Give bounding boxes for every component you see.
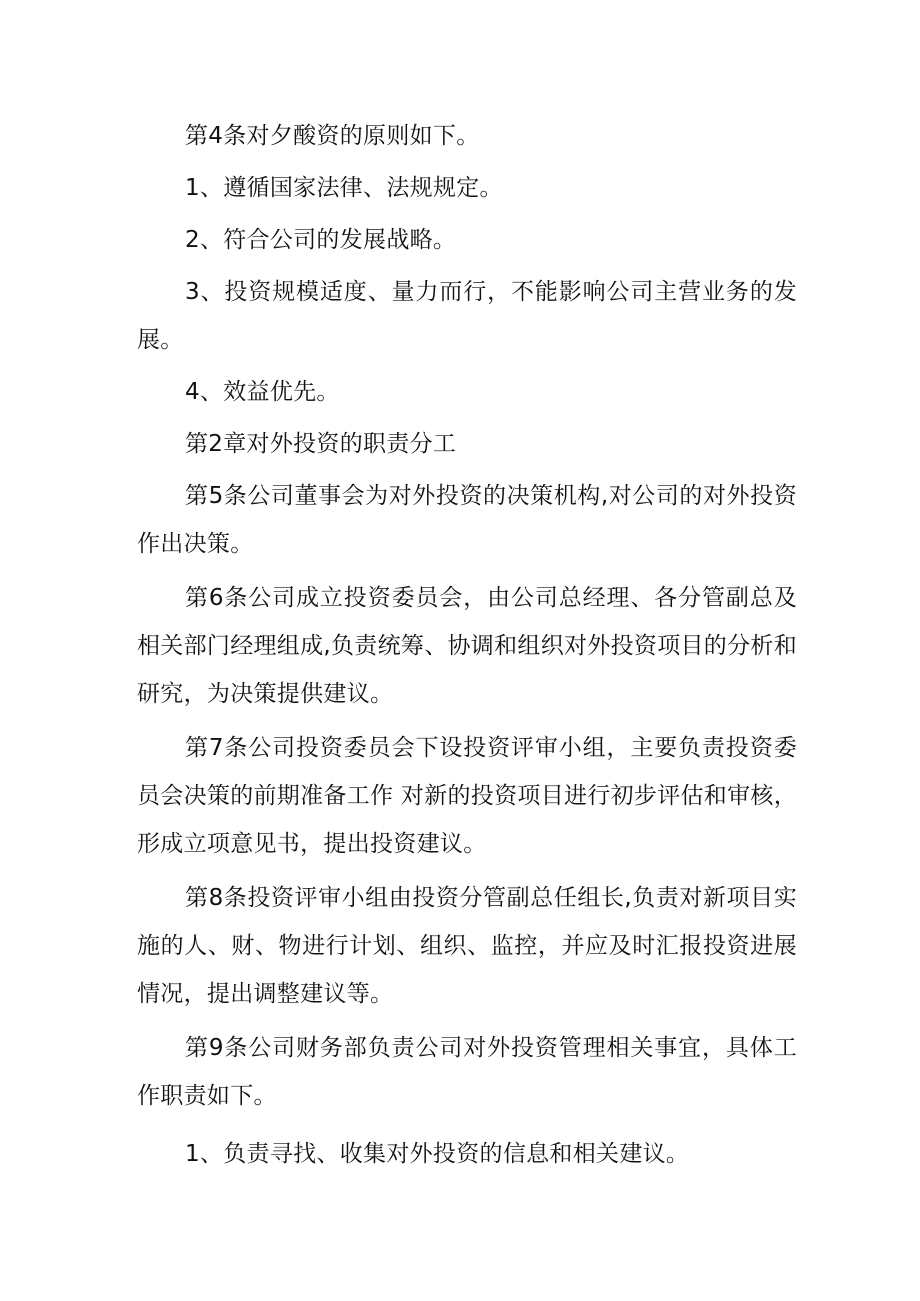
principle-item-3: 3、投资规模适度、量力而行，不能影响公司主营业务的发展。 <box>137 279 797 353</box>
principle-item-1: 1、遵循国家法律、法规规定。 <box>185 175 503 201</box>
principle-item-2: 2、符合公司的发展战略。 <box>185 227 457 253</box>
article-7: 第7条公司投资委员会下设投资评审小组，主要负责投资委员会决策的前期准备工作 对新的投资项目进行初步评估和审核，形成立项意见书，提出投资建议。 <box>137 735 798 857</box>
article-4-heading: 第4条对夕酸资的原则如下。 <box>185 123 480 149</box>
duty-item-1: 1、负责寻找、收集对外投资的信息和相关建议。 <box>185 1141 690 1167</box>
article-9: 第9条公司财务部负责公司对外投资管理相关事宜，具体工作职责如下。 <box>137 1035 797 1109</box>
article-8: 第8条投资评审小组由投资分管副总任组长,负责对新项目实施的人、财、物进行计划、组织、监控，并应及时汇报投资进展情况，提出调整建议等。 <box>137 885 797 1007</box>
article-6: 第6条公司成立投资委员会，由公司总经理、各分管副总及相关部门经理组成,负责统筹、协调和组织对外投资项目的分析和研究，为决策提供建议。 <box>137 585 798 707</box>
document-body <box>137 112 797 1178</box>
article-5: 第5条公司董事会为对外投资的决策机构,对公司的对外投资作出决策。 <box>137 483 797 557</box>
chapter-2-title: 第2章对外投资的职责分工 <box>185 431 457 457</box>
principle-item-4: 4、效益优先。 <box>185 379 340 405</box>
